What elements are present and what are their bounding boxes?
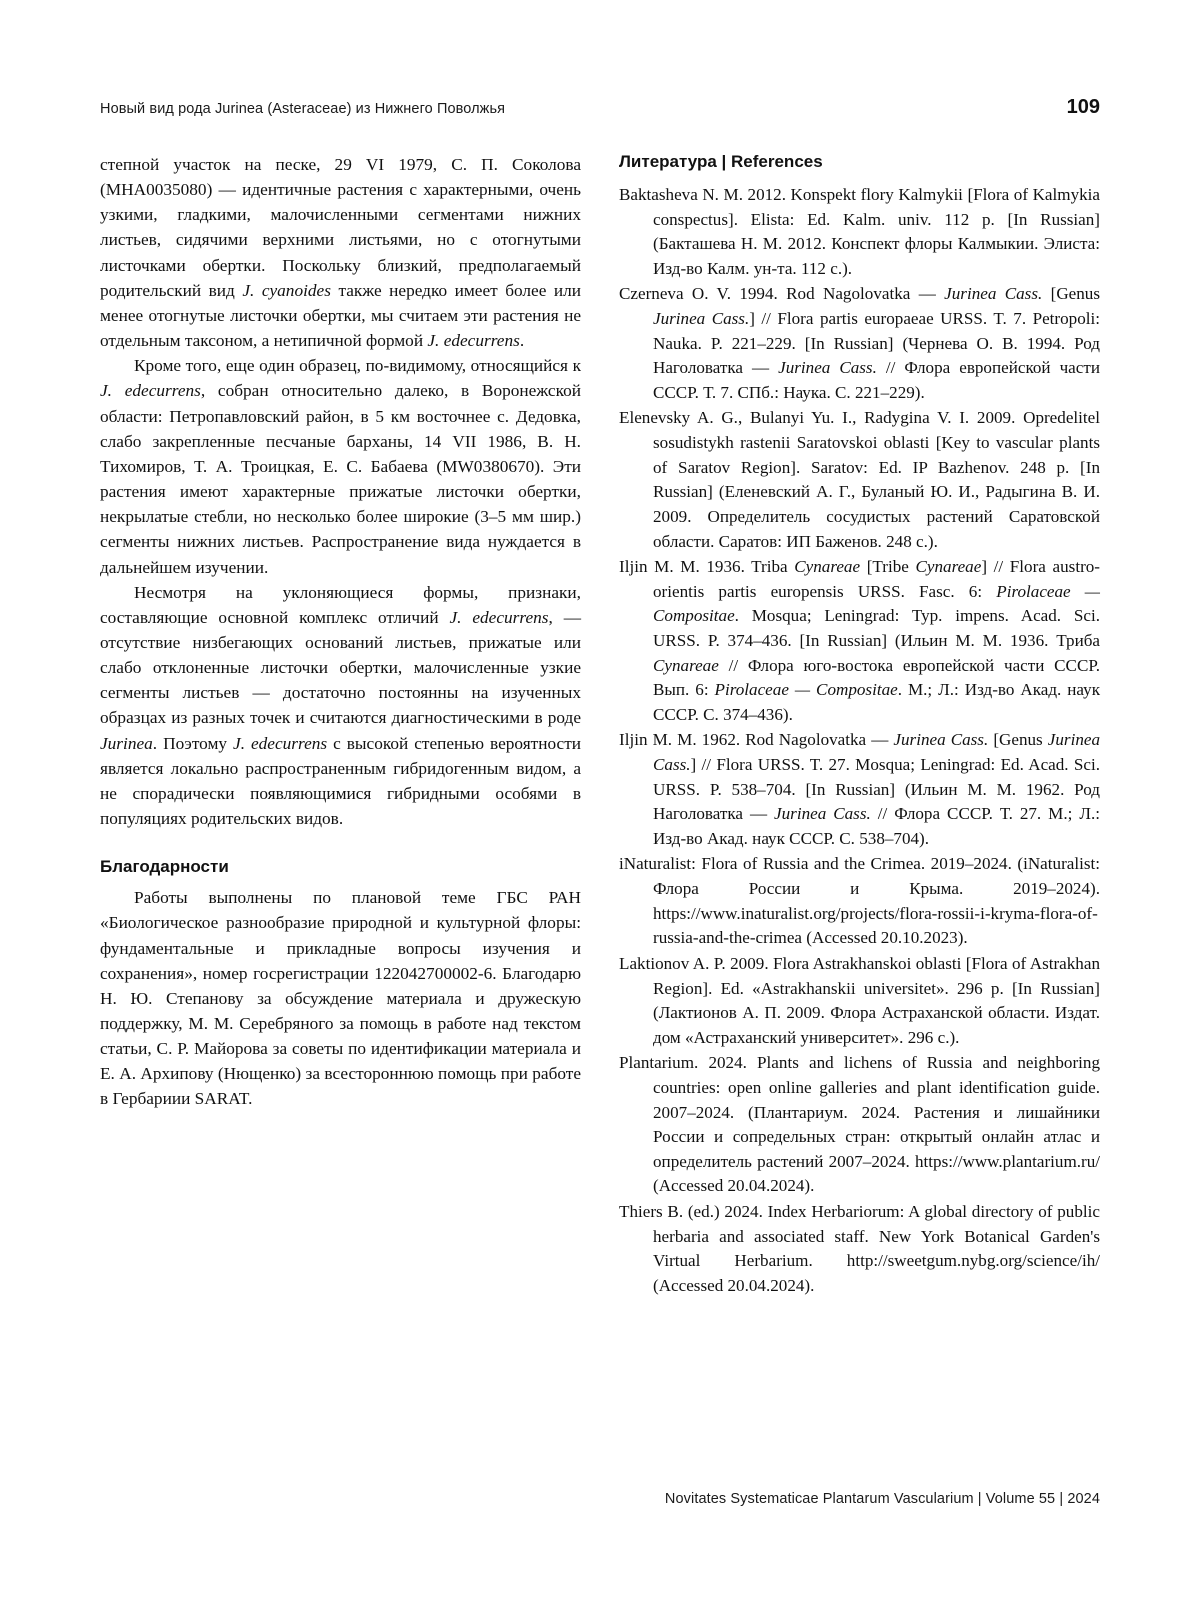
reference-entry: Iljin M. M. 1936. Triba Cynareae [Tribe Cynareae] // Flora austro-orientis partis europensis URSS. Fasc. 6: Pirolaceae — Compositae. Mosqua; Leningrad: Typ. impens. Acad. Sci. URSS. P. 374–436. [In Russian] (Ильин М. М. 1936. Триба Cynareae // Флора юго-востока европейской части СССР. Вып. 6: Pirolaceae — Compositae. М.; Л.: Изд-во Акад. наук СССР. С. 374–436). (619, 557, 1101, 724)
reference-entry: Iljin M. M. 1962. Rod Nagolovatka — Jurinea Cass. [Genus Jurinea Cass.] // Flora URSS. T. 27. Mosqua; Leningrad: Ed. Acad. Sci. URSS. P. 538–704. [In Russian] (Ильин М. М. 1962. Род Наголоватка — Jurinea Cass. // Флора СССР. Т. 27. М.; Л.: Изд-во Акад. наук СССР. С. 538–704). (619, 730, 1100, 848)
reference-entry: Thiers B. (ed.) 2024. Index Herbariorum: A global directory of public herbaria and associated staff. New York Botanical Garden's Virtual Herbarium. http://sweetgum.nybg.org/science/ih/ (Accessed 20.04.2024). (619, 1201, 1100, 1295)
page-number: 109 (1066, 96, 1100, 118)
paragraph: Работы выполнены по плановой теме ГБС РАН «Биологическое разнообразие природной и культурной флоры: фундаментальные и прикладные вопросы изучения и сохранения», номер госрегистрации 122042700002-6. Благодарю Н. Ю. Степанову за обсуждение материала и дружескую поддержку, М. М. Серебряного за помощь в работе над текстом статьи, С. Р. Майорова за советы по идентификации материала и Е. А. Архипову (Нющенко) за всестороннюю помощь при работе в Гербариии SARAT. (100, 888, 581, 1109)
reference-list (619, 183, 1100, 1298)
paragraph: степной участок на песке, 29 VI 1979, С. П. Соколова (MHA0035080) — идентичные растения с характерными, очень узкими, гладкими, малочисленными сегментами нижних листьев, сидячими верхними листьями, но с отогнутыми листочками обертки. Поскольку близкий, предполагаемый родительский вид J. cyanoides также нередко имеет более или менее отогнутые листочки обертки, мы считаем эти растения не отдельным таксоном, а нетипичной формой J. edecurrens. (100, 155, 581, 351)
references-heading: Литература | References (619, 152, 823, 171)
paragraph: Кроме того, еще один образец, по-видимому, относящийся к J. edecurrens, собран относительно далеко, в Воронежской области: Петропавловский район, в 5 км восточнее с. Дедовка, слабо закрепленные песчаные барханы, 14 VII 1986, В. Н. Тихомиров, Т. А. Троицкая, Е. С. Бабаева (MW0380670). Эти растения имеют характерные прижатые листочки обертки, некрылатые стебли, но несколько более широкие (3–5 мм шир.) сегменты нижних листьев. Распространение вида нуждается в дальнейшем изучении. (100, 356, 581, 577)
reference-entry: Elenevsky A. G., Bulanyi Yu. I., Radygina V. I. 2009. Opredelitel sosudistykh rastenii Saratovskoi oblasti [Key to vascular plants of Saratov Region]. Saratov: Ed. IP Bazhenov. 248 p. [In Russian] (Еленевский А. Г., Буланый Ю. И., Радыгина В. И. 2009. Определитель сосудистых растений Саратовской области. Саратов: ИП Баженов. 248 с.). (619, 408, 1100, 551)
two-column-body (100, 152, 1100, 1299)
reference-entry: Laktionov A. P. 2009. Flora Astrakhanskoi oblasti [Flora of Astrakhan Region]. Ed. «Astrakhanskii universitet». 296 p. [In Russian] (Лактионов А. П. 2009. Флора Астраханской области. Издат. дом «Астраханский университет». 296 с.). (619, 953, 1100, 1047)
page-footer: Novitates Systematicae Plantarum Vascularium | Volume 55 | 2024 (664, 1491, 1100, 1507)
acknowledgements-text-block (100, 885, 581, 1111)
right-column (619, 152, 1100, 1299)
reference-entry: iNaturalist: Flora of Russia and the Crimea. 2019–2024. (iNaturalist: Флора России и Крыма. 2019–2024). https://www.inaturalist.org/projects/flora-rossii-i-kryma-flora-of-russia-and-the-crimea (Accessed 20.10.2023). (619, 854, 1100, 948)
reference-entry: Plantarium. 2024. Plants and lichens of Russia and neighboring countries: open online galleries and plant identification guide. 2007–2024. (Плантариум. 2024. Растения и лишайники России и сопредельных стран: открытый онлайн атлас и определитель растений 2007–2024. https://www.plantarium.ru/ (Accessed 20.04.2024). (619, 1053, 1100, 1196)
running-head (100, 96, 1100, 119)
acknowledgements-heading: Благодарности (100, 857, 229, 877)
reference-entry: Czerneva O. V. 1994. Rod Nagolovatka — Jurinea Cass. [Genus Jurinea Cass.] // Flora partis europaeae URSS. T. 7. Petropoli: Nauka. P. 221–229. [In Russian] (Чернева О. В. 1994. Род Наголоватка — Jurinea Cass. // Флора европейской части СССР. Т. 7. СПб.: Наука. С. 221–229). (619, 284, 1100, 402)
reference-entry: Baktasheva N. M. 2012. Konspekt flory Kalmykii [Flora of Kalmykia conspectus]. Elista: Ed. Kalm. univ. 112 p. [In Russian] (Бакташева Н. М. 2012. Конспект флоры Калмыкии. Элиста: Изд-во Калм. ун-та. 112 с.). (619, 185, 1100, 278)
left-column (100, 152, 581, 1299)
main-text (100, 152, 581, 831)
paragraph: Несмотря на уклоняющиеся формы, признаки, составляющие основной комплекс отличий J. edecurrens, — отсутствие низбегающих оснований листьев, прижатые или слабо отклоненные листочки обертки, малочисленные узкие сегменты листьев — достаточно постоянны на изученных образцах из разных точек и считаются диагностическими в роде Jurinea. Поэтому J. edecurrens с высокой степенью вероятности является локально распространенным гибридогенным видом, а не спорадически появляющимися гибридными особями в популяциях родительских видов. (100, 582, 582, 829)
running-title: Новый вид рода Jurinea (Asteraceae) из Нижнего Поволжья (100, 101, 506, 117)
